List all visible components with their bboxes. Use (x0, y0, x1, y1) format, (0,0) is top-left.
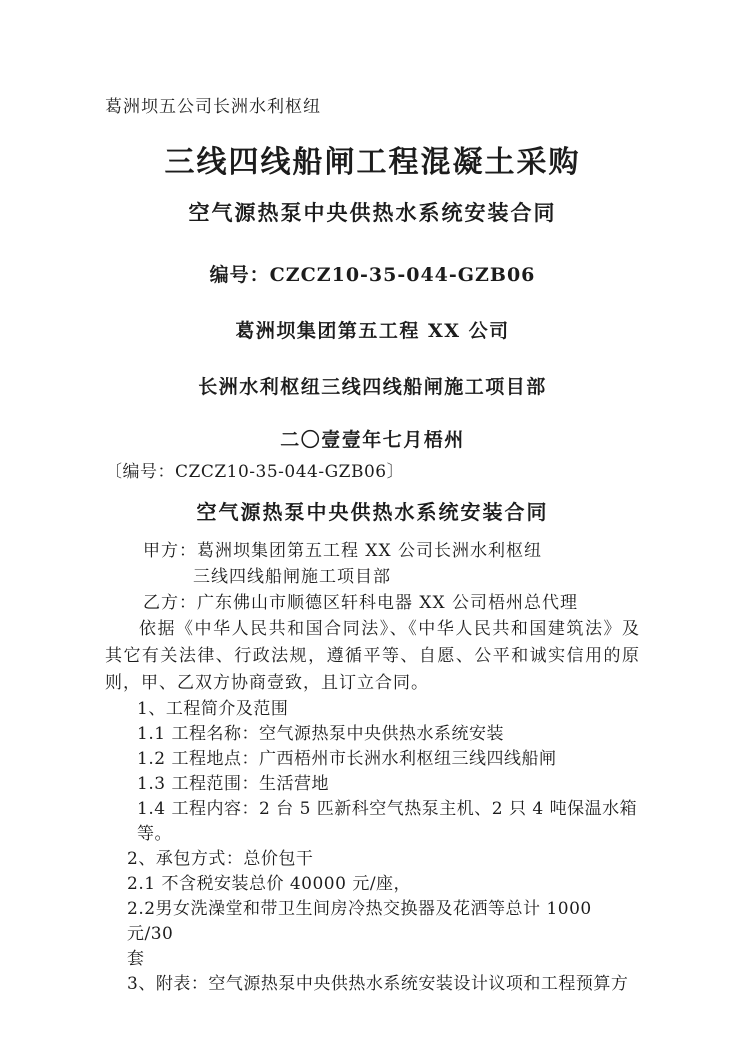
party-b-line: 乙方：广东佛山市顺德区轩科电器 XX 公司梧州总代理 (143, 593, 579, 613)
main-title: 三线四线船闸工程混凝土采购 (164, 145, 581, 180)
clause-line-1-3: 1.3 工程范围：生活营地 (137, 774, 329, 794)
bracket-doc-number: 〔编号：CZCZ10-35-044-GZB06〕 (105, 462, 405, 482)
party-a-continuation: 三线四线船闸施工项目部 (193, 567, 391, 587)
clause-line-2-1: 2.1 不含税安装总价 40000 元/座， (127, 874, 412, 894)
contract-title: 空气源热泵中央供热水系统安装合同 (196, 500, 549, 524)
clause-line-2-2-wrap: 套 (127, 949, 145, 969)
date-place-line: 二〇壹壹年七月梧州 (280, 429, 465, 451)
party-a-line: 甲方：葛洲坝集团第五工程 XX 公司长洲水利枢纽 (143, 541, 543, 561)
clause-line-2-2: 2.2男女洗澡堂和带卫生间房冷热交换器及花洒等总计 1000 元/30 (127, 899, 592, 944)
org-name-line: 葛洲坝集团第五工程 XX 公司 (235, 320, 510, 342)
clause-line-1-4: 1.4 工程内容：2 台 5 匹新科空气热泵主机、2 只 4 吨保温水箱等。 (137, 799, 638, 844)
org-dept-line: 长洲水利枢纽三线四线船闸施工项目部 (198, 376, 547, 398)
clause-line-3: 3、附表：空气源热泵中央供热水系统安装设计议项和工程预算方 (127, 974, 629, 994)
doc-number: 编号：CZCZ10-35-044-GZB06 (209, 264, 536, 286)
preamble-paragraph: 依据《中华人民共和国合同法》、《中华人民共和国建筑法》及其它有关法律、行政法规，遵循平等、自愿、公平和诚实信用的原则，甲、乙双方协商壹致，且订立合同。 (105, 619, 640, 693)
clause-line-1-1: 1.1 工程名称：空气源热泵中央供热水系统安装 (137, 724, 504, 744)
subtitle: 空气源热泵中央供热水系统安装合同 (188, 200, 557, 225)
clause-line-1-2: 1.2 工程地点：广西梧州市长洲水利枢纽三线四线船闸 (137, 749, 557, 769)
clause-line-1: 1、工程简介及范围 (137, 699, 289, 719)
clause-line-2: 2、承包方式：总价包干 (127, 849, 314, 869)
doc-header: 葛洲坝五公司长洲水利枢纽 (105, 97, 321, 117)
